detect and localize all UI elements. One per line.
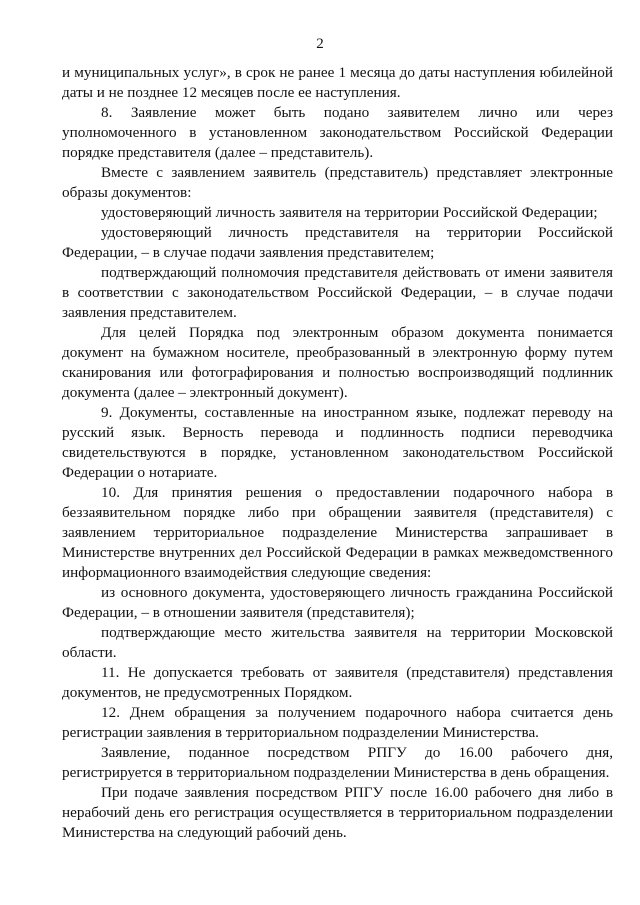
paragraph-documents-intro: Вместе с заявлением заявитель (представитель) представляет электронные образы документов: xyxy=(62,164,613,201)
paragraph-residence: подтверждающие место жительства заявителя на территории Московской области. xyxy=(62,624,613,661)
paragraph-electronic-document: Для целей Порядка под электронным образом документа понимается документ на бумажном носителе, преобразованный в электронную форму путем сканирования или фотографирования и полностью воспроизводящий подлинник документа (далее – электронный документ). xyxy=(62,324,613,401)
paragraph-11: 11. Не допускается требовать от заявителя (представителя) представления документов, не предусмотренных Порядком. xyxy=(62,664,613,701)
paragraph-continuation: и муниципальных услуг», в срок не ранее 1 месяца до даты наступления юбилейной даты и не позднее 12 месяцев после ее наступления. xyxy=(62,64,613,101)
paragraph-registration-before-16: Заявление, поданное посредством РПГУ до 16.00 рабочего дня, регистрируется в территориальном подразделении Министерства в день обращения. xyxy=(62,744,613,781)
paragraph-applicant-id: удостоверяющий личность заявителя на территории Российской Федерации; xyxy=(101,204,598,221)
paragraph-representative-id: удостоверяющий личность представителя на территории Российской Федерации, – в случае подачи заявления представителем; xyxy=(62,224,613,261)
page-number: 2 xyxy=(316,36,324,52)
paragraph-8: 8. Заявление может быть подано заявителем лично или через уполномоченного в установленном законодательством Российской Федерации порядке представителя (далее – представитель). xyxy=(62,104,613,161)
paragraph-main-id-document: из основного документа, удостоверяющего личность гражданина Российской Федерации, – в отношении заявителя (представителя); xyxy=(62,584,613,621)
paragraph-12: 12. Днем обращения за получением подарочного набора считается день регистрации заявления в территориальном подразделении Министерства. xyxy=(62,704,613,741)
paragraph-representative-authority: подтверждающий полномочия представителя действовать от имени заявителя в соответствии с законодательством Российской Федерации, – в случае подачи заявления представителем. xyxy=(62,264,613,321)
paragraph-10: 10. Для принятия решения о предоставлении подарочного набора в беззаявительном порядке либо при обращении заявителя (представителя) с заявлением территориальное подразделение Министерства запрашивает в Министерстве внутренних дел Российской Федерации в рамках межведомственного информационного взаимодействия следующие сведения: xyxy=(62,484,613,581)
paragraph-registration-after-16: При подаче заявления посредством РПГУ после 16.00 рабочего дня либо в нерабочий день его регистрация осуществляется в территориальном подразделении Министерства на следующий рабочий день. xyxy=(62,784,613,841)
paragraph-9: 9. Документы, составленные на иностранном языке, подлежат переводу на русский язык. Верность перевода и подлинность подписи переводчика свидетельствуются в порядке, установленном законодательством Российской Федерации о нотариате. xyxy=(62,404,613,481)
document-body xyxy=(62,63,613,843)
